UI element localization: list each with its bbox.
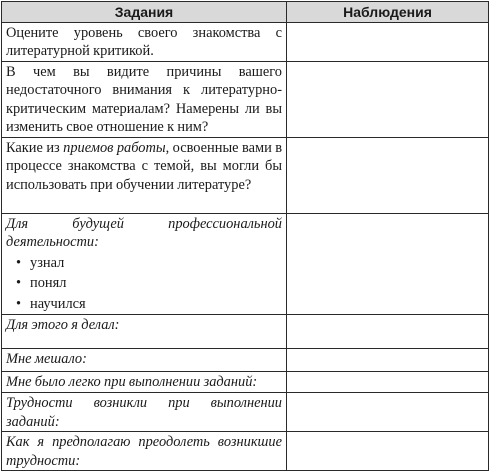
- list-item: • понял: [30, 273, 282, 294]
- task-text: Для будущей профессиональной деятельности:: [6, 216, 282, 251]
- list-item: • научился: [30, 294, 282, 315]
- column-header-tasks: Задания: [2, 2, 287, 23]
- task-cell: В чем вы видите причины вашего недостаточного внимания к литературно-критическим материалам? Намерены ли вы изменить свое отношение к ним?: [2, 62, 287, 138]
- task-cell: Мне мешало:: [2, 349, 287, 372]
- table-row: [2, 432, 489, 471]
- table-header-row: [2, 2, 489, 23]
- table-row: [2, 23, 489, 62]
- observation-cell: [287, 62, 489, 138]
- task-cell: [2, 214, 287, 315]
- table-row: [2, 62, 489, 138]
- self-assessment-table: [1, 1, 489, 471]
- task-cell: [2, 138, 287, 214]
- observation-cell: [287, 372, 489, 393]
- task-cell: Мне было легко при выполнении заданий:: [2, 372, 287, 393]
- table-row: [2, 372, 489, 393]
- observation-cell: [287, 23, 489, 62]
- task-text: , освоенные вами в процессе знакомства с темой, вы могли бы использовать при обучении литературе?: [6, 140, 283, 193]
- observation-cell: [287, 315, 489, 349]
- observation-cell: [287, 349, 489, 372]
- bullet-list: [6, 253, 282, 315]
- observation-cell: [287, 138, 489, 214]
- table-row: [2, 138, 489, 214]
- table-row: [2, 393, 489, 432]
- task-cell: Оцените уровень своего знакомства с литературной критикой.: [2, 23, 287, 62]
- table-row: [2, 214, 489, 315]
- task-emphasis: приемов работы: [63, 140, 166, 156]
- column-header-observations: Наблюдения: [287, 2, 489, 23]
- task-cell: Для этого я делал:: [2, 315, 287, 349]
- list-item: • узнал: [30, 253, 282, 274]
- task-cell: Как я предполагаю преодолеть возникшие трудности:: [2, 432, 287, 471]
- observation-cell: [287, 214, 489, 315]
- observation-cell: [287, 432, 489, 471]
- task-cell: Трудности возникли при выполнении заданий:: [2, 393, 287, 432]
- table-row: [2, 349, 489, 372]
- observation-cell: [287, 393, 489, 432]
- table-row: [2, 315, 489, 349]
- task-text: Какие из: [6, 140, 64, 156]
